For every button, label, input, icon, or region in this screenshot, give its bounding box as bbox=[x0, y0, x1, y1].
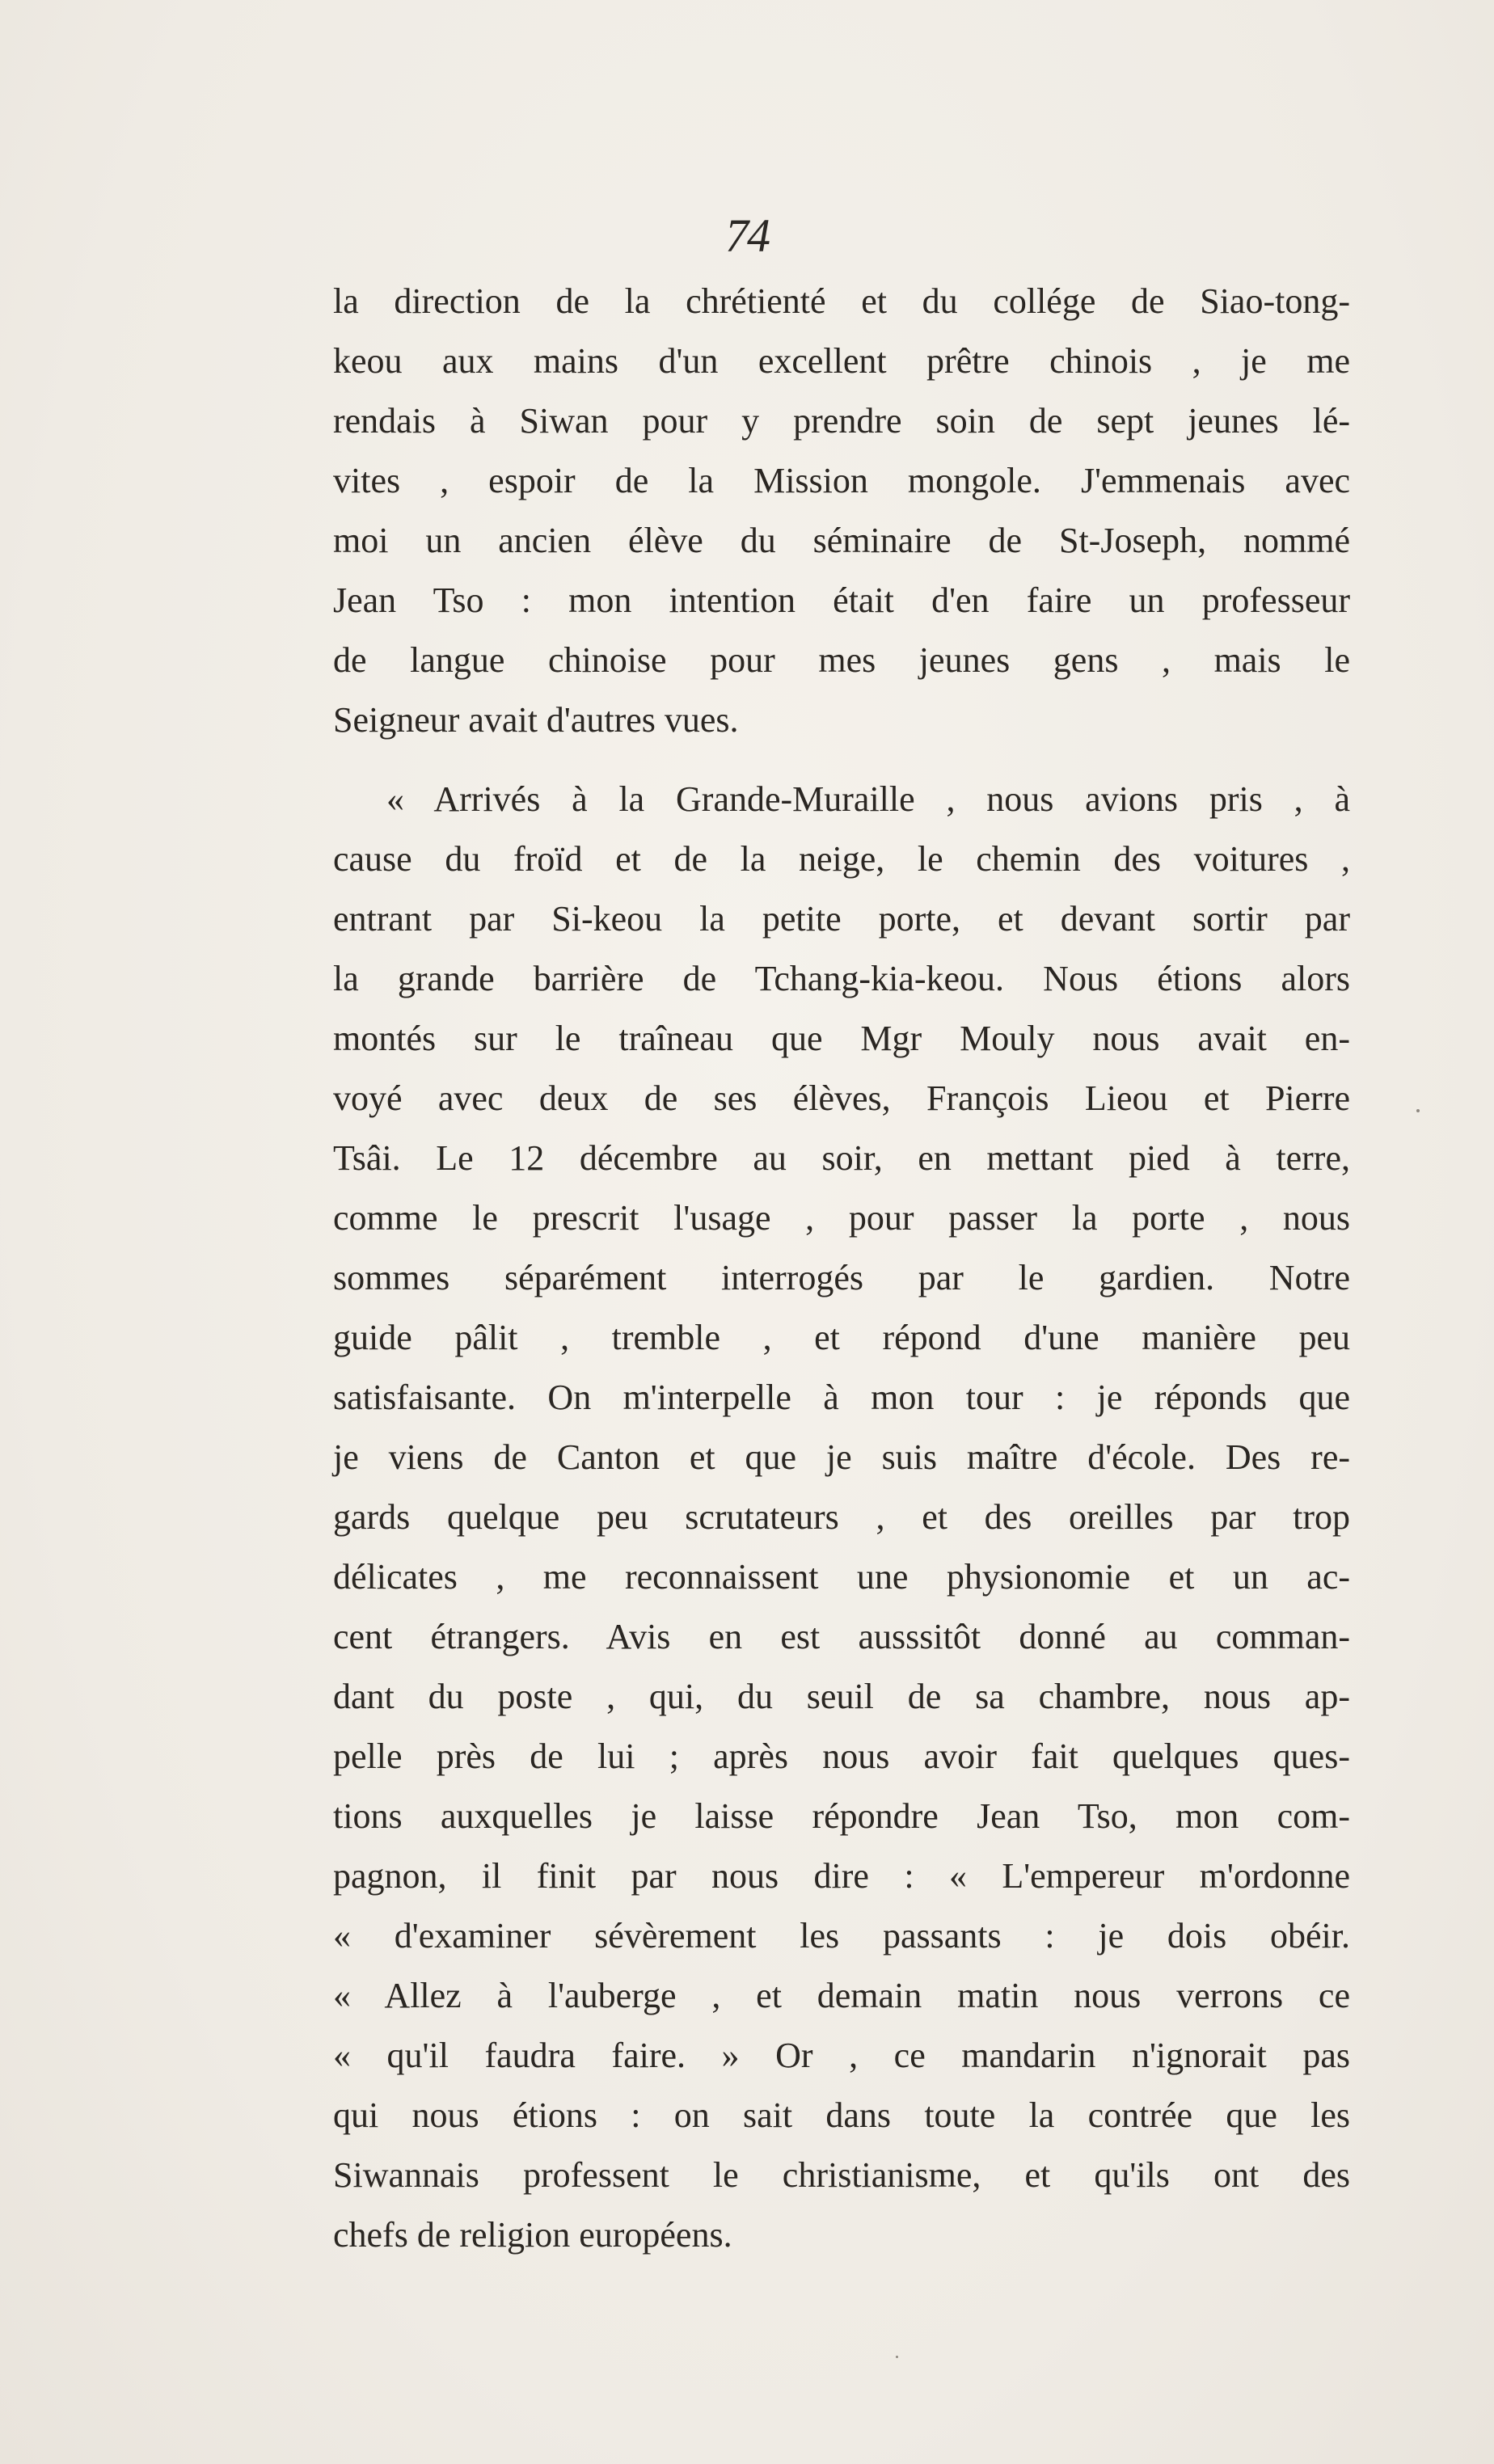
text-line: Tsâi. Le 12 décembre au soir, en mettant pied à terre, bbox=[333, 1138, 1350, 1178]
text-line: gards quelque peu scrutateurs , et des oreilles par trop bbox=[333, 1497, 1350, 1537]
text-line: satisfaisante. On m'interpelle à mon tour : je réponds que bbox=[333, 1378, 1350, 1417]
paragraph-1 bbox=[333, 272, 1350, 750]
text-line: voyé avec deux de ses élèves, François Lieou et Pierre bbox=[333, 1078, 1350, 1118]
text-line: délicates , me reconnaissent une physionomie et un ac- bbox=[333, 1557, 1350, 1597]
paper-speck bbox=[1416, 1109, 1420, 1112]
text-line: Jean Tso : mon intention était d'en faire un professeur bbox=[333, 580, 1350, 620]
text-line: « d'examiner sévèrement les passants : je dois obéir. bbox=[333, 1916, 1350, 1956]
text-line: de langue chinoise pour mes jeunes gens , mais le bbox=[333, 640, 1350, 680]
page-number: 74 bbox=[725, 209, 769, 262]
body-text bbox=[333, 272, 1350, 2265]
text-line: vites , espoir de la Mission mongole. J'emmenais avec bbox=[333, 461, 1350, 500]
text-line: comme le prescrit l'usage , pour passer la porte , nous bbox=[333, 1198, 1350, 1238]
paper-speck bbox=[896, 2356, 898, 2358]
text-line: cent étrangers. Avis en est ausssitôt donné au comman- bbox=[333, 1617, 1350, 1656]
text-line: montés sur le traîneau que Mgr Mouly nous avait en- bbox=[333, 1019, 1350, 1058]
text-line: « Allez à l'auberge , et demain matin nous verrons ce bbox=[333, 1976, 1350, 2015]
text-line: la direction de la chrétienté et du collége de Siao-tong- bbox=[333, 281, 1350, 321]
text-line: chefs de religion européens. bbox=[333, 2215, 732, 2255]
text-line: dant du poste , qui, du seuil de sa chambre, nous ap- bbox=[333, 1677, 1350, 1716]
text-line: qui nous étions : on sait dans toute la contrée que les bbox=[333, 2095, 1350, 2135]
text-line: entrant par Si-keou la petite porte, et devant sortir par bbox=[333, 899, 1350, 939]
text-line: pagnon, il finit par nous dire : « L'empereur m'ordonne bbox=[333, 1856, 1350, 1896]
text-line: Seigneur avait d'autres vues. bbox=[333, 700, 739, 740]
text-line: rendais à Siwan pour y prendre soin de sept jeunes lé- bbox=[333, 401, 1350, 441]
text-line: sommes séparément interrogés par le gardien. Notre bbox=[333, 1258, 1350, 1297]
text-line: « qu'il faudra faire. » Or , ce mandarin n'ignorait pas bbox=[333, 2036, 1350, 2075]
text-line: cause du froïd et de la neige, le chemin des voitures , bbox=[333, 839, 1350, 879]
text-line: guide pâlit , tremble , et répond d'une manière peu bbox=[333, 1318, 1350, 1357]
text-line: Siwannais professent le christianisme, et qu'ils ont des bbox=[333, 2155, 1350, 2195]
text-line: tions auxquelles je laisse répondre Jean Tso, mon com- bbox=[333, 1796, 1350, 1836]
paragraph-2 bbox=[333, 770, 1350, 2265]
text-line: moi un ancien élève du séminaire de St-Joseph, nommé bbox=[333, 521, 1350, 560]
text-line: je viens de Canton et que je suis maître d'école. Des re- bbox=[333, 1437, 1350, 1477]
text-line: « Arrivés à la Grande-Muraille , nous avions pris , à bbox=[386, 779, 1350, 819]
text-line: la grande barrière de Tchang-kia-keou. Nous étions alors bbox=[333, 959, 1350, 998]
text-line: keou aux mains d'un excellent prêtre chinois , je me bbox=[333, 341, 1350, 381]
text-line: pelle près de lui ; après nous avoir fait quelques ques- bbox=[333, 1736, 1350, 1776]
